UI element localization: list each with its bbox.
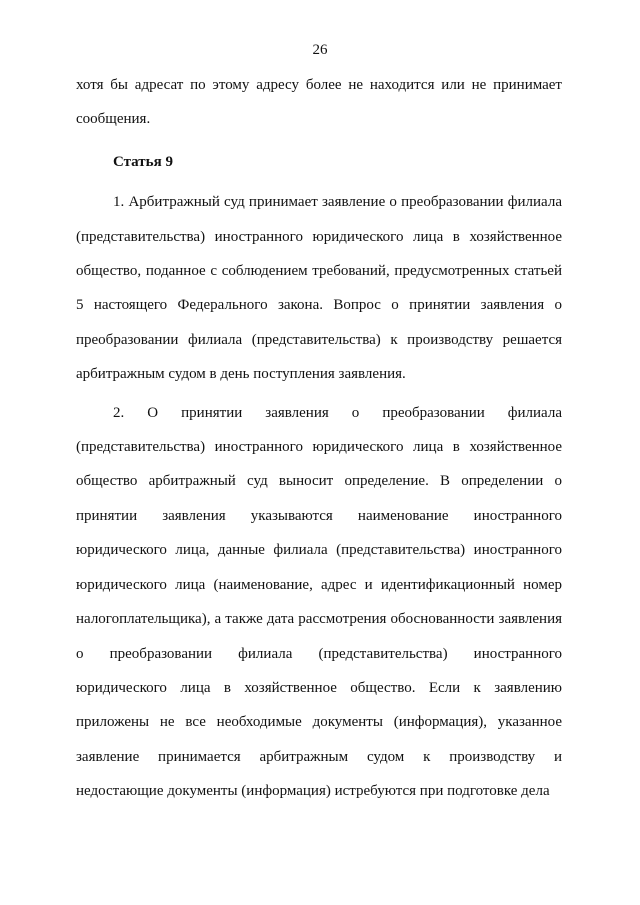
page-number: 26 (312, 42, 328, 58)
document-body (76, 68, 562, 809)
paragraph-2: 2. О принятии заявления о преобразовании филиала (представительства) иностранного юридического лица в хозяйственное общество арбитражный суд выносит определение. В определении о принятии заявления указываются наименование иностранного юридического лица, данные филиала (представительства) иностранного юридического лица (наименование, адрес и идентификационный номер налогоплательщика), а также дата рассмотрения обоснованности заявления о преобразовании филиала (представительства) иностранного юридического лица в хозяйственное общество. Если к заявлению приложены не все необходимые документы (информация), указанное заявление принимается арбитражным судом к производству и недостающие документы (информация) истребуются при подготовке дела (76, 404, 562, 800)
paragraph-1: 1. Арбитражный суд принимает заявление о преобразовании филиала (представительства) иностранного юридического лица в хозяйственное общество, поданное с соблюдением требований, предусмотренных статьей 5 настоящего Федерального закона. Вопрос о принятии заявления о преобразовании филиала (представительства) к производству решается арбитражным судом в день поступления заявления. (76, 194, 562, 383)
continuation-paragraph: хотя бы адресат по этому адресу более не находится или не принимает сообщения. (76, 77, 562, 128)
article-heading: Статья 9 (113, 153, 173, 170)
